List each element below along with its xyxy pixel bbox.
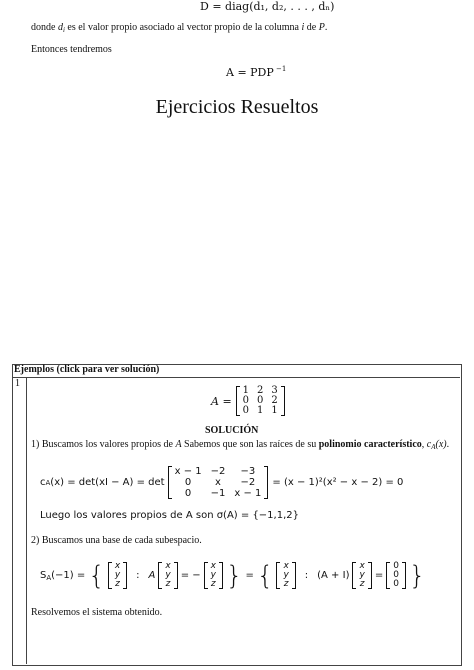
example-number[interactable]: 1	[15, 378, 20, 389]
vector-entry: x	[283, 561, 289, 571]
vector-entry: z	[165, 579, 171, 589]
vector-entry: y	[283, 570, 289, 580]
a-label-1: A	[148, 570, 156, 581]
d-var: d	[57, 22, 63, 33]
vector-entry: y	[210, 570, 216, 580]
vector-5	[352, 562, 371, 589]
char-matrix-cell: x − 1	[234, 488, 262, 499]
vector-entry: z	[115, 579, 120, 589]
step1-end: .	[446, 439, 450, 450]
eq-minus: = −	[180, 570, 201, 581]
a-exp: −1	[273, 65, 287, 73]
matrix-a-cell: 0	[257, 395, 264, 406]
matrix-a-cell: 2	[257, 385, 264, 396]
s-arg: (−1) =	[51, 569, 86, 581]
i-var: i	[301, 22, 305, 33]
a-eq: A = PDP	[226, 66, 274, 79]
left-brace: {	[88, 560, 105, 591]
eq-sign: =	[374, 570, 384, 581]
vector-entry: y	[359, 570, 365, 580]
char-matrix-cell: 0	[184, 488, 192, 499]
period: .	[324, 22, 328, 33]
char-matrix-cell: 0	[184, 477, 192, 488]
char-lhs: c	[40, 477, 46, 488]
vector-entry: z	[283, 579, 289, 589]
step1-text	[31, 439, 449, 451]
vector-entry: z	[359, 579, 365, 589]
donde-de: de	[304, 22, 319, 33]
colon-2: :	[304, 570, 309, 581]
matrix-a-cell: 3	[271, 385, 278, 396]
char-matrix-cell: −2	[210, 466, 226, 477]
char-matrix-cell: −3	[240, 466, 256, 477]
step1-sep: ,	[421, 439, 427, 450]
vector-entry: y	[165, 570, 171, 580]
examples-header[interactable]: Ejemplos (click para ver solución)	[14, 364, 160, 375]
s-sub: A	[46, 573, 52, 582]
vector-entry: x	[114, 561, 121, 571]
solucion-heading: SOLUCIÓN	[205, 425, 259, 436]
resolvemos-text: Resolvemos el sistema obtenido.	[31, 607, 163, 618]
right-brace-1: }	[225, 560, 243, 591]
step1-mid: Sabemos que son las raíces de su	[181, 439, 319, 450]
right-brace-2: }	[408, 560, 426, 591]
matrix-a-cell: 0	[242, 405, 250, 416]
vector-4	[276, 562, 295, 589]
matrix-a	[236, 386, 285, 416]
vector-entry: z	[210, 579, 216, 589]
matrix-a-cell: 1	[242, 385, 250, 396]
matrix-a-equation	[211, 386, 285, 416]
zero-entry: 0	[393, 579, 399, 589]
char-rhs: = (x − 1)²(x² − x − 2) = 0	[272, 477, 404, 488]
donde-mid: es el valor propio asociado al vector propio de la columna	[64, 22, 302, 33]
a-equation	[226, 65, 286, 79]
zero-vector	[386, 562, 406, 589]
matrix-a-cell: 1	[257, 405, 264, 416]
vector-3	[204, 562, 223, 589]
step1-c-sub: A	[431, 443, 436, 451]
vector-entry: y	[114, 570, 121, 580]
step1-c: c	[426, 439, 432, 450]
donde-line	[31, 22, 327, 34]
colon-1: :	[136, 570, 140, 581]
left-brace-2: {	[256, 560, 274, 591]
p-var: P	[318, 22, 325, 33]
char-matrix-cell: −2	[240, 477, 256, 488]
vector-entry: x	[359, 561, 365, 571]
matrix-a-cell: 2	[271, 395, 278, 406]
char-matrix-cell: x	[215, 477, 221, 488]
step1-pre: 1) Buscamos los valores propios de	[31, 439, 176, 450]
matrix-a-cell: 0	[242, 395, 250, 406]
vector-entry: x	[210, 561, 216, 571]
step1-x: (x)	[435, 439, 447, 450]
ai-label: (A + I)	[317, 570, 350, 581]
diag-equation: D = diag(d₁, d₂, . . . , dₙ)	[200, 0, 335, 13]
i-sub: i	[62, 26, 65, 34]
char-lhs-sub: A	[45, 478, 51, 487]
zero-entry: 0	[393, 570, 399, 580]
eigenvalues-text: Luego los valores propios de A son σ(A) = {−1,1,2}	[40, 510, 299, 521]
char-matrix-cell: −1	[210, 488, 226, 499]
char-matrix	[168, 466, 269, 499]
subspace-equation: $S_A(-1)$ = { x y z : A x y z = − x y z } = { x y z : (A + I) x y z = 0 0 0 }	[40, 560, 426, 591]
s-label: S	[40, 569, 47, 581]
char-matrix-cell: x − 1	[174, 466, 202, 477]
step2-text: 2) Buscamos una base de cada subespacio.	[31, 535, 202, 546]
vector-2	[158, 562, 177, 589]
examples-header-row[interactable]	[12, 364, 460, 378]
char-poly-equation	[40, 466, 403, 499]
vector-1	[108, 562, 127, 589]
matrix-a-cell: 1	[271, 405, 278, 416]
vector-entry: x	[165, 561, 171, 571]
zero-entry: 0	[393, 561, 399, 571]
number-column	[12, 378, 27, 664]
char-lhs-rest: (x) = det(xI − A) = det	[50, 477, 165, 488]
entonces-text: Entonces tendremos	[31, 44, 112, 55]
step1-a: A	[175, 439, 182, 450]
donde-pre: donde	[31, 22, 58, 33]
step1-bold: polinomio característico	[318, 439, 422, 450]
section-title: Ejercicios Resueltos	[155, 96, 319, 118]
matrix-a-label: A =	[211, 394, 232, 408]
